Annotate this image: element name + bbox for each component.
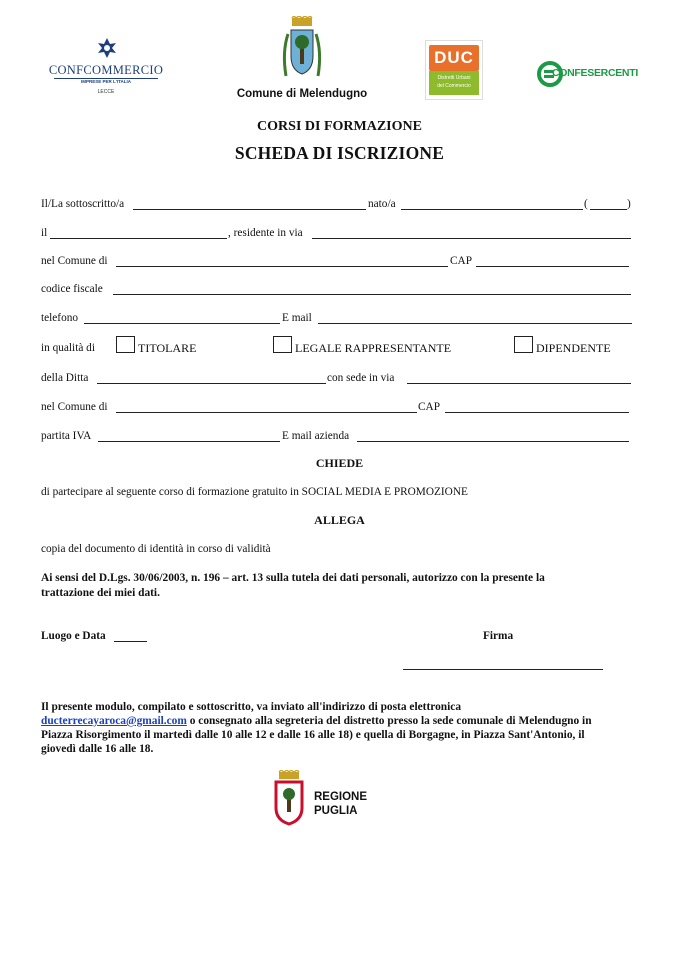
cap-ditta-label: CAP <box>418 401 440 413</box>
qualita-label: in qualità di <box>41 342 95 354</box>
cap-ditta-field[interactable] <box>445 412 629 413</box>
sottoscritto-label: Il/La sottoscritto/a <box>41 198 125 210</box>
luogo-data-field[interactable] <box>114 641 147 642</box>
title-line-1: CORSI DI FORMAZIONE <box>257 119 422 134</box>
firma-label: Firma <box>483 630 514 642</box>
cap-field[interactable] <box>476 266 629 267</box>
duc-logo <box>425 40 483 100</box>
footer-line-4: giovedì dalle 16 alle 18. <box>41 743 154 755</box>
privacy-line-1: Ai sensi del D.Lgs. 30/06/2003, n. 196 – art. 13 sulla tutela dei dati personali, autorizzo con la presente la <box>41 572 545 584</box>
luogo-nascita-field[interactable] <box>401 209 583 210</box>
provincia-field[interactable] <box>590 209 627 210</box>
partita-iva-field[interactable] <box>98 441 280 442</box>
comune-logo <box>232 16 372 104</box>
duc-subtitle-2: del Commercio <box>437 83 471 89</box>
indirizzo-residenza-field[interactable] <box>312 238 631 239</box>
legale-rappresentante-option-label: LEGALE RAPPRESENTANTE <box>295 341 452 355</box>
confesercenti-logo <box>537 61 638 89</box>
chiede-heading: CHIEDE <box>315 456 364 470</box>
ditta-field[interactable] <box>97 383 326 384</box>
firma-field[interactable] <box>403 669 603 670</box>
regione-puglia-logo <box>272 770 372 826</box>
luogo-data-label: Luogo e Data <box>41 630 106 642</box>
duc-subtitle-1: Distretti Urbani <box>437 75 471 81</box>
email-azienda-label: E mail azienda <box>282 430 350 442</box>
dipendente-checkbox[interactable] <box>514 336 533 353</box>
footer-email-link[interactable]: ducterrecayaroca@gmail.com <box>41 715 187 727</box>
sottoscritto-field[interactable] <box>133 209 366 210</box>
confcommercio-subtitle: IMPRESE PER L'ITALIA <box>81 79 131 84</box>
codice-fiscale-field[interactable] <box>113 294 631 295</box>
ditta-label: della Ditta <box>41 372 89 384</box>
comune-ditta-label: nel Comune di <box>41 401 108 413</box>
allega-heading: ALLEGA <box>314 513 365 527</box>
footer-line-2-rest: o consegnato alla segreteria del distretto presso la sede comunale di Melendugno in <box>186 715 592 727</box>
confcommercio-name: CONFCOMMERCIO <box>48 63 164 77</box>
email-label: E mail <box>282 312 312 324</box>
nato-label: nato/a <box>368 198 396 210</box>
dipendente-option-label: DIPENDENTE <box>536 341 611 355</box>
provincia-paren-open: ( <box>584 198 588 210</box>
duc-acronym: DUC <box>434 48 474 67</box>
confesercenti-name: CONFESERCENTI <box>552 67 638 79</box>
titolare-checkbox[interactable] <box>116 336 135 353</box>
codice-fiscale-label: codice fiscale <box>41 283 103 295</box>
legale-rappresentante-checkbox[interactable] <box>273 336 292 353</box>
footer-line-2 <box>41 714 592 728</box>
confcommercio-logo <box>48 36 164 98</box>
sede-label: con sede in via <box>327 372 395 384</box>
data-nascita-field[interactable] <box>50 238 227 239</box>
comune-ditta-field[interactable] <box>116 412 417 413</box>
regione-puglia-emblem-icon <box>272 770 306 826</box>
email-azienda-field[interactable] <box>357 441 629 442</box>
footer-line-1: Il presente modulo, compilato e sottoscritto, va inviato all'indirizzo di posta elettronica <box>41 701 462 713</box>
comune-name: Comune di Melendugno <box>236 88 368 100</box>
privacy-line-2: trattazione dei miei dati. <box>41 587 160 599</box>
partita-iva-label: partita IVA <box>41 430 92 442</box>
title-line-2: SCHEDA DI ISCRIZIONE <box>234 143 445 163</box>
data-nascita-label: il <box>41 227 48 239</box>
comune-coat-of-arms-icon <box>280 16 324 82</box>
confcommercio-city: LECCE <box>97 89 115 95</box>
telefono-field[interactable] <box>84 323 280 324</box>
confcommercio-emblem-icon <box>95 36 119 60</box>
cap-label: CAP <box>450 255 472 267</box>
residente-label: , residente in via <box>228 227 303 239</box>
comune-label: nel Comune di <box>41 255 108 267</box>
email-field[interactable] <box>318 323 632 324</box>
allega-text: copia del documento di identità in corso di validità <box>41 543 271 555</box>
regione-line-2: PUGLIA <box>314 805 358 817</box>
footer-line-3: Piazza Risorgimento il martedì dalle 10 alle 12 e dalle 16 alle 18) e quella di Borgagne, in Piazza Sant'Antonio, il <box>41 729 585 741</box>
sede-via-field[interactable] <box>407 383 631 384</box>
regione-line-1: REGIONE <box>314 791 368 803</box>
comune-residenza-field[interactable] <box>116 266 448 267</box>
titolare-option-label: TITOLARE <box>138 341 197 355</box>
chiede-text: di partecipare al seguente corso di formazione gratuito in SOCIAL MEDIA E PROMOZIONE <box>41 486 468 498</box>
telefono-label: telefono <box>41 312 79 324</box>
provincia-paren-close: ) <box>627 198 631 210</box>
